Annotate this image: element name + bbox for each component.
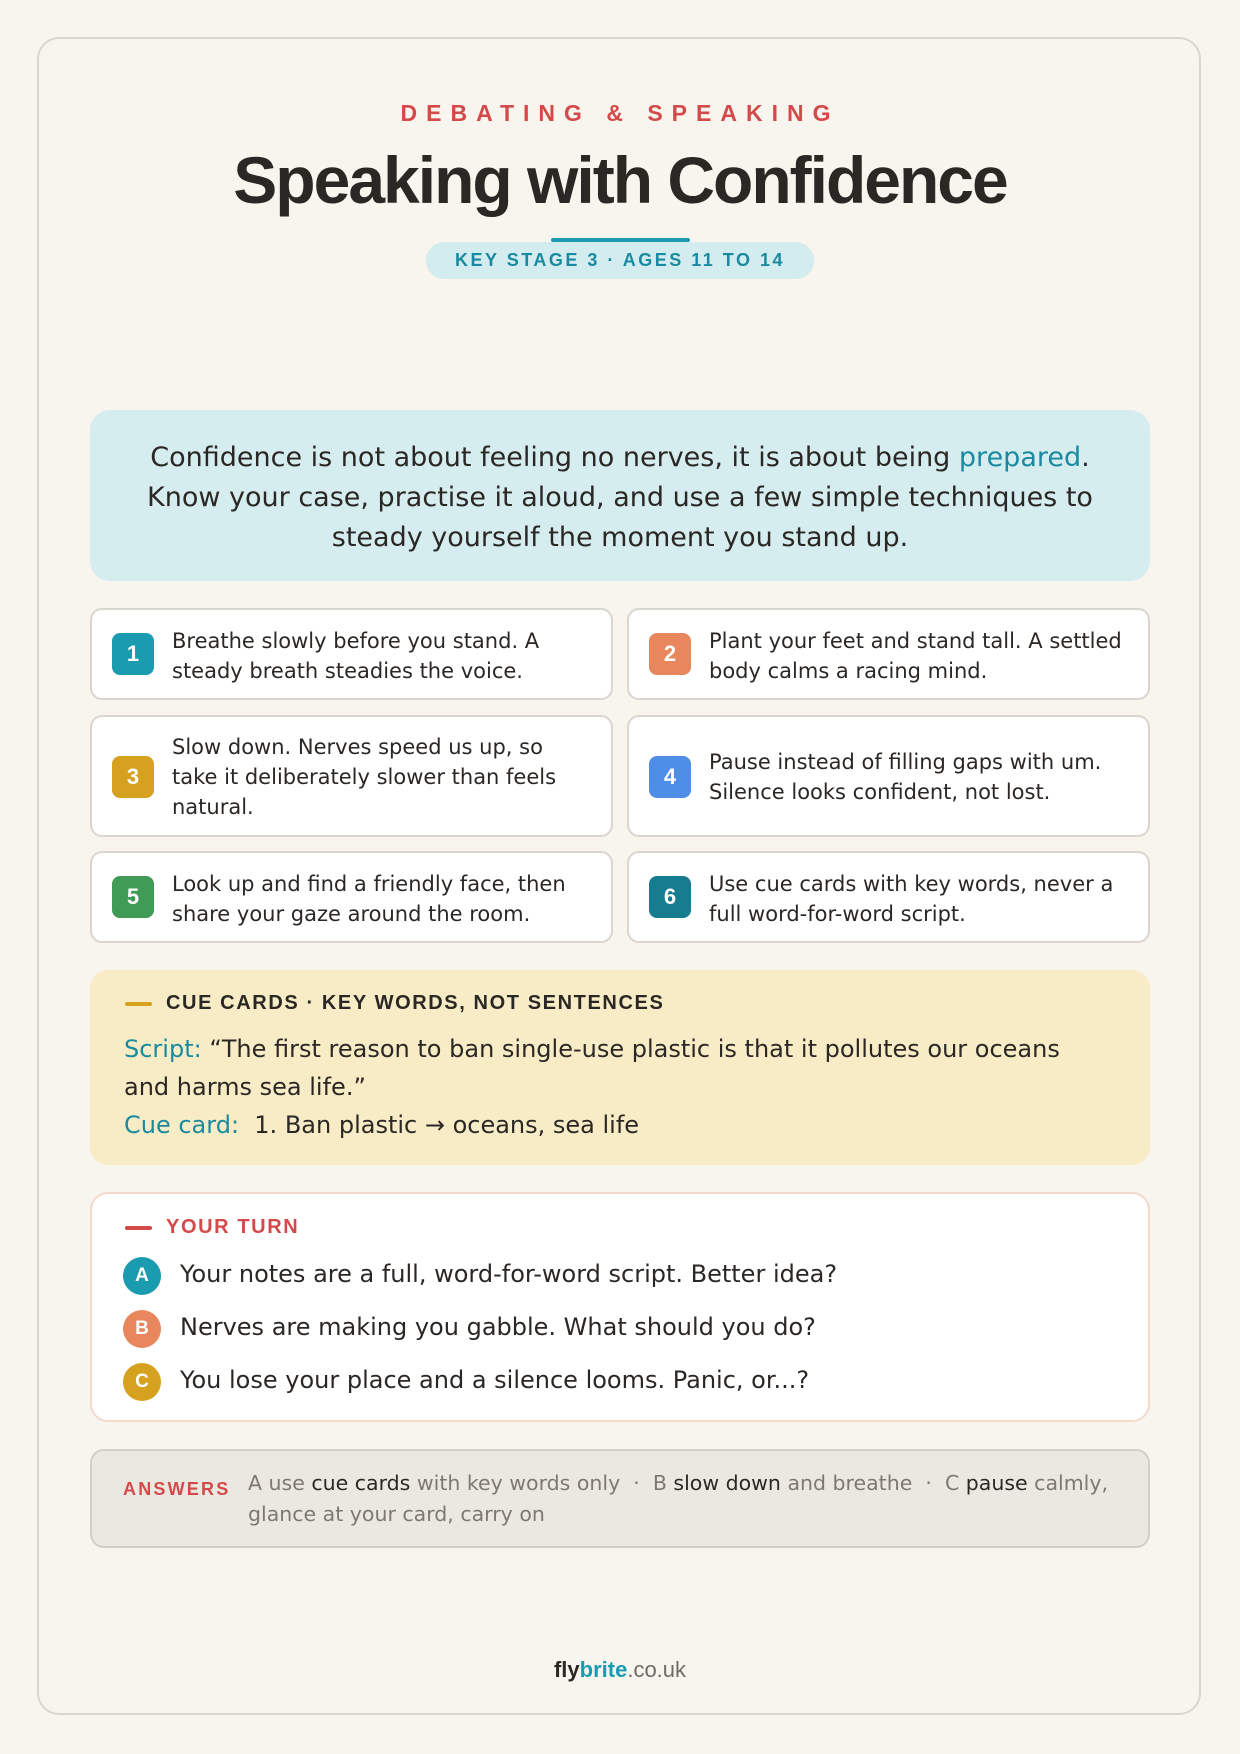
cue-card-text: 1. Ban plastic → oceans, sea life xyxy=(239,1111,640,1139)
answer-c-prefix: C xyxy=(944,1471,966,1495)
tip-number-badge: 1 xyxy=(112,633,154,675)
tip-text: Pause instead of filling gaps with um. Silence looks confident, not lost. xyxy=(709,750,1102,804)
tip-card-4 xyxy=(627,715,1150,837)
answer-a-rest: with key words only xyxy=(410,1471,621,1495)
cue-cards-example xyxy=(124,1030,1110,1144)
script-line xyxy=(124,1030,1110,1106)
tip-number-badge: 6 xyxy=(649,876,691,918)
tip-number-badge: 5 xyxy=(112,876,154,918)
heading-dash xyxy=(125,1002,152,1006)
key-stage-badge: KEY STAGE 3 · AGES 11 TO 14 xyxy=(426,242,814,279)
heading-dash xyxy=(125,1226,152,1230)
page-title: Speaking with Confidence xyxy=(233,143,1007,217)
tip-number-badge: 4 xyxy=(649,756,691,798)
answers-label: ANSWERS xyxy=(123,1479,231,1499)
answer-c-rest: calmly, glance at your card, carry on xyxy=(248,1471,1115,1526)
subject-eyebrow: DEBATING & SPEAKING xyxy=(400,100,840,126)
tip-text: Breathe slowly before you stand. A steady breath steadies the voice. xyxy=(172,629,540,683)
tip-number-badge: 2 xyxy=(649,633,691,675)
cue-cards-heading-text: CUE CARDS · KEY WORDS, NOT SENTENCES xyxy=(166,992,665,1014)
tip-text: Use cue cards with key words, never a full word-for-word script. xyxy=(709,872,1114,926)
tip-card-3 xyxy=(90,715,613,837)
answer-c-key: pause xyxy=(965,1471,1028,1495)
intro-highlight: prepared xyxy=(958,442,1082,473)
intro-text-start: Confidence is not about feeling no nerves, it is about being xyxy=(150,442,959,473)
footer-brand xyxy=(0,1657,1240,1683)
answer-b-prefix: B xyxy=(652,1471,674,1495)
brand-fly: fly xyxy=(553,1657,580,1682)
tip-card-2 xyxy=(627,608,1150,700)
answer-separator: · xyxy=(620,1471,653,1495)
question-letter-badge: A xyxy=(123,1257,161,1295)
answers-panel xyxy=(90,1449,1150,1548)
question-text: Nerves are making you gabble. What should you do? xyxy=(180,1313,816,1341)
question-text: You lose your place and a silence looms. Panic, or...? xyxy=(180,1366,810,1394)
your-turn-heading xyxy=(125,1216,299,1239)
cue-cards-heading xyxy=(125,992,664,1015)
cue-cards-panel xyxy=(90,970,1150,1165)
brand-brite: brite xyxy=(579,1657,628,1682)
tip-card-5 xyxy=(90,851,613,943)
tip-card-1 xyxy=(90,608,613,700)
answer-b-rest: and breathe xyxy=(780,1471,913,1495)
question-letter-badge: C xyxy=(123,1363,161,1401)
answer-a-prefix: A use xyxy=(248,1471,312,1495)
question-text: Your notes are a full, word-for-word script. Better idea? xyxy=(180,1260,838,1288)
your-turn-heading-text: YOUR TURN xyxy=(166,1216,300,1238)
intro-panel xyxy=(90,410,1150,581)
tip-card-6 xyxy=(627,851,1150,943)
tip-text: Look up and find a friendly face, then share your gaze around the room. xyxy=(172,872,566,926)
brand-domain: .co.uk xyxy=(627,1657,687,1682)
cue-card-line xyxy=(124,1106,1110,1144)
tip-text: Slow down. Nerves speed us up, so take it deliberately slower than feels natural. xyxy=(172,735,557,819)
cue-card-label: Cue card: xyxy=(124,1111,240,1139)
answers-text xyxy=(248,1468,1118,1530)
answer-separator: · xyxy=(912,1471,945,1495)
tip-text: Plant your feet and stand tall. A settled body calms a racing mind. xyxy=(709,629,1122,683)
tip-number-badge: 3 xyxy=(112,756,154,798)
intro-text-end: . Know your case, practise it aloud, and use a few simple techniques to steady yourself the moment you stand up. xyxy=(147,442,1093,553)
your-turn-panel xyxy=(90,1192,1150,1422)
answer-b-key: slow down xyxy=(673,1471,781,1495)
answer-a-key: cue cards xyxy=(311,1471,411,1495)
question-letter-badge: B xyxy=(123,1310,161,1348)
script-text: “The first reason to ban single-use plastic is that it pollutes our oceans and harms sea life.” xyxy=(124,1035,1060,1101)
script-label: Script: xyxy=(124,1035,202,1063)
